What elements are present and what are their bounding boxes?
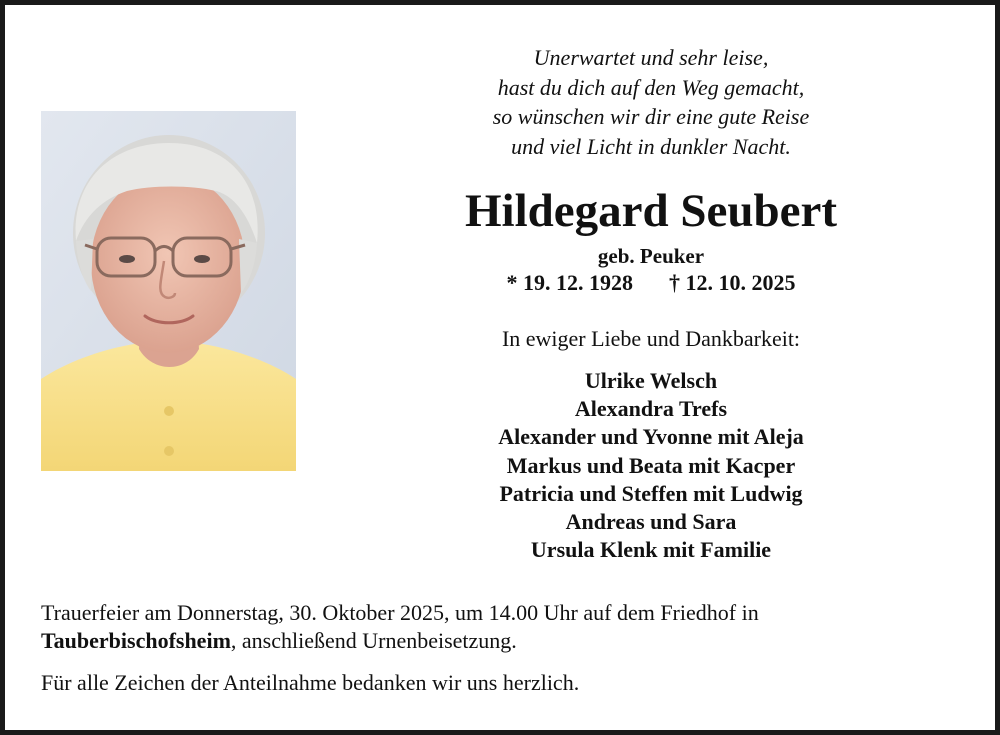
death-date: † 12. 10. 2025 xyxy=(669,270,796,295)
mourner-entry: Andreas und Sara xyxy=(565,509,737,535)
portrait-photo xyxy=(41,111,296,471)
mourner-entry: Patricia und Steffen mit Ludwig xyxy=(499,480,803,506)
poem-line: Unerwartet und sehr leise, xyxy=(533,45,769,70)
poem-line: so wünschen wir dir eine gute Reise xyxy=(492,104,810,129)
deceased-name: Hildegard Seubert xyxy=(464,185,838,237)
poem-line: und viel Licht in dunkler Nacht. xyxy=(511,133,791,159)
mourner-entry: Ursula Klenk mit Familie xyxy=(530,537,772,563)
ceremony-line-2-rest: , anschließend Urnenbeisetzung. xyxy=(230,628,517,653)
thanks-line: Für alle Zeichen der Anteilnahme bedanken wir uns herzlich. xyxy=(41,670,580,695)
ceremony-place: Tauberbischofsheim xyxy=(41,628,231,653)
mourner-entry: Ulrike Welsch xyxy=(584,368,718,393)
poem-line: hast du dich auf den Weg gemacht, xyxy=(497,74,805,100)
mourner-entry: Alexandra Trefs xyxy=(574,396,728,422)
mourner-entry: Alexander und Yvonne mit Aleja xyxy=(498,424,804,450)
maiden-name: geb. Peuker xyxy=(597,244,705,268)
birth-date: * 19. 12. 1928 xyxy=(506,270,633,295)
ceremony-line-2 xyxy=(41,627,941,655)
mourner-entry: Markus und Beata mit Kacper xyxy=(506,452,796,478)
poem xyxy=(401,43,901,161)
ceremony-info xyxy=(41,599,941,655)
life-dates xyxy=(401,269,901,297)
ceremony-line-1: Trauerfeier am Donnerstag, 30. Oktober 2025, um 14.00 Uhr auf dem Friedhof in xyxy=(41,600,759,625)
dedication-line: In ewiger Liebe und Dankbarkeit: xyxy=(501,326,801,351)
mourners-list xyxy=(401,367,901,564)
